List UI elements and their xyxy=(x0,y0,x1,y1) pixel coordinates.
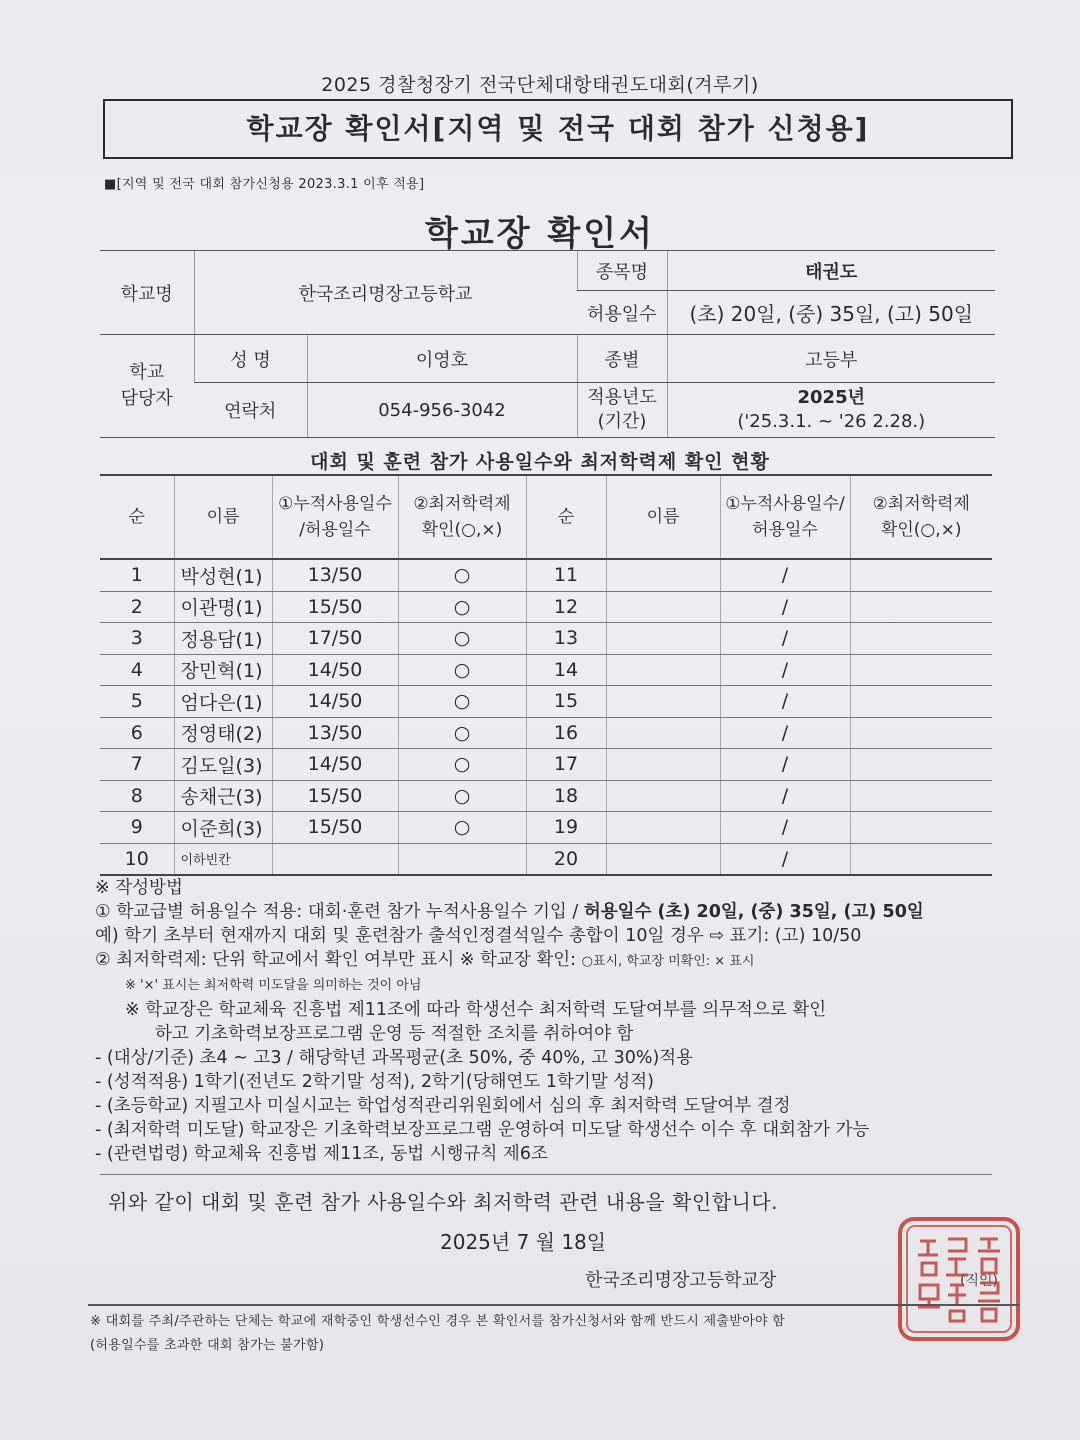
year-label: 적용년도 (기간) xyxy=(577,383,667,438)
table-row xyxy=(100,780,992,812)
separator xyxy=(100,1174,992,1175)
days-used: 15/50 xyxy=(272,780,398,812)
school-name: 한국조리명장고등학교 xyxy=(194,251,577,335)
instructions-heading: ※ 작성방법 xyxy=(95,878,183,898)
division: 고등부 xyxy=(667,335,995,383)
applies-note: ■[지역 및 전국 대회 참가신청용 2023.3.1 이후 적용] xyxy=(104,177,425,192)
col-header-days: ①누적사용일수 /허용일수 xyxy=(272,475,398,559)
row-no: 6 xyxy=(100,717,174,749)
col-header-name-2: 이름 xyxy=(606,475,720,559)
section-title: 대회 및 훈련 참가 사용일수와 최저학력제 확인 현황 xyxy=(310,451,770,473)
phone: 054-956-3042 xyxy=(307,383,577,438)
min-academic-check: ○ xyxy=(398,591,526,623)
row-no: 5 xyxy=(100,686,174,718)
student-name xyxy=(606,812,720,844)
row-no: 18 xyxy=(526,780,606,812)
year: 2025년 xyxy=(797,387,865,408)
min-academic-check xyxy=(850,591,992,623)
row-no: 8 xyxy=(100,780,174,812)
min-academic-check: ○ xyxy=(398,717,526,749)
student-name xyxy=(606,591,720,623)
seal-label: (직인) xyxy=(960,1273,998,1289)
min-academic-check: ○ xyxy=(398,623,526,655)
row-no: 9 xyxy=(100,812,174,844)
days-used: 15/50 xyxy=(272,591,398,623)
table-row xyxy=(100,623,992,655)
row-no: 15 xyxy=(526,686,606,718)
instruction-note-x: ※ '×' 표시는 최저학력 미도달을 의미하는 것이 아님 xyxy=(125,978,422,993)
row-no: 16 xyxy=(526,717,606,749)
student-name: 정영태(2) xyxy=(174,717,272,749)
student-name: 장민혁(1) xyxy=(174,654,272,686)
days-used: / xyxy=(720,717,850,749)
signed-date: 2025년 7 월 18일 xyxy=(440,1230,607,1254)
phone-label: 연락처 xyxy=(194,383,307,438)
table-row xyxy=(100,843,992,875)
days-used: / xyxy=(720,843,850,875)
instruction-1-bold: 허용일수 (초) 20일, (중) 35일, (고) 50일 xyxy=(583,902,924,922)
table-row xyxy=(100,686,992,718)
row-no: 2 xyxy=(100,591,174,623)
instruction-2-small: ○표시, 학교장 미확인: × 표시 xyxy=(581,954,755,969)
days-used: 13/50 xyxy=(272,559,398,591)
period: ('25.3.1. ~ '26 2.28.) xyxy=(737,411,926,432)
table-row xyxy=(100,812,992,844)
min-academic-check xyxy=(850,623,992,655)
student-name xyxy=(606,843,720,875)
row-no: 13 xyxy=(526,623,606,655)
contact-label: 학교 담당자 xyxy=(100,335,194,438)
min-academic-check xyxy=(850,686,992,718)
days-used: / xyxy=(720,591,850,623)
instruction-example: 예) 학기 초부터 현재까지 대회 및 훈련참가 출석인정결석일수 총합이 10일 경우 ⇨ 표기: (고) 10/50 xyxy=(95,926,862,946)
main-title: 학교장 확인서[지역 및 전국 대회 참가 신청용] xyxy=(246,112,870,145)
row-no: 3 xyxy=(100,623,174,655)
days-used: 15/50 xyxy=(272,812,398,844)
event-title: 2025 경찰청장기 전국단체대항태권도대회(겨루기) xyxy=(321,74,759,96)
student-name: 박성현(1) xyxy=(174,559,272,591)
confirm-statement: 위와 같이 대회 및 훈련 참가 사용일수와 최저학력 관련 내용을 확인합니다. xyxy=(108,1190,779,1214)
col-header-days-2: ①누적사용일수/ 허용일수 xyxy=(720,475,850,559)
days-used: 14/50 xyxy=(272,686,398,718)
col-header-check-2: ②최저학력제 확인(○,×) xyxy=(850,475,992,559)
student-name xyxy=(606,654,720,686)
footnote-separator xyxy=(88,1304,1020,1306)
school-name-label: 학교명 xyxy=(100,251,194,335)
sport: 태권도 xyxy=(667,251,995,291)
row-no: 10 xyxy=(100,843,174,875)
footnote-submission: ※ 대회를 주최/주관하는 단체는 학교에 재학중인 학생선수인 경우 본 확인서를 참가신청서와 함께 반드시 제출받아야 함 xyxy=(90,1314,786,1329)
principal-signature: 한국조리명장고등학교장 xyxy=(585,1270,777,1291)
days-used: / xyxy=(720,623,850,655)
min-academic-check: ○ xyxy=(398,654,526,686)
student-name xyxy=(606,686,720,718)
instruction-target: - (대상/기준) 초4 ~ 고3 / 해당학년 과목평균(초 50%, 중 40%, 고 30%)적용 xyxy=(95,1048,694,1068)
table-row xyxy=(100,749,992,781)
days-used: / xyxy=(720,559,850,591)
min-academic-check: ○ xyxy=(398,559,526,591)
days-used: / xyxy=(720,812,850,844)
main-title-box xyxy=(103,99,1013,159)
allowed-days-label: 허용일수 xyxy=(577,291,667,335)
days-used: 14/50 xyxy=(272,749,398,781)
min-academic-check xyxy=(850,843,992,875)
min-academic-check: ○ xyxy=(398,780,526,812)
student-name: 김도일(3) xyxy=(174,749,272,781)
row-no: 12 xyxy=(526,591,606,623)
min-academic-check: ○ xyxy=(398,749,526,781)
days-used: / xyxy=(720,654,850,686)
row-no: 14 xyxy=(526,654,606,686)
student-name xyxy=(606,559,720,591)
student-name xyxy=(606,717,720,749)
year-cell xyxy=(667,383,995,438)
min-academic-check: ○ xyxy=(398,812,526,844)
min-academic-check xyxy=(850,812,992,844)
division-label: 종별 xyxy=(577,335,667,383)
student-name xyxy=(606,623,720,655)
table-row xyxy=(100,559,992,591)
instruction-grades: - (성적적용) 1학기(전년도 2학기말 성적), 2학기(당해연도 1학기말 성적) xyxy=(95,1072,654,1092)
min-academic-check: ○ xyxy=(398,686,526,718)
sport-label: 종목명 xyxy=(577,251,667,291)
instruction-law: - (관련법령) 학교체육 진흥법 제11조, 동법 시행규칙 제6조 xyxy=(95,1144,548,1164)
instruction-2-text: ② 최저학력제: 단위 학교에서 확인 여부만 표시 ※ 학교장 확인: xyxy=(95,950,582,970)
student-name: 정용담(1) xyxy=(174,623,272,655)
row-no: 17 xyxy=(526,749,606,781)
student-name: 이하빈칸 xyxy=(174,843,272,875)
usage-table xyxy=(100,474,992,876)
allowed-days: (초) 20일, (중) 35일, (고) 50일 xyxy=(667,291,995,335)
student-name: 이관명(1) xyxy=(174,591,272,623)
row-no: 1 xyxy=(100,559,174,591)
row-no: 11 xyxy=(526,559,606,591)
min-academic-check xyxy=(850,780,992,812)
days-used: / xyxy=(720,749,850,781)
instruction-1 xyxy=(95,900,995,924)
form-title: 학교장 확인서 xyxy=(425,214,655,254)
days-used: / xyxy=(720,780,850,812)
col-header-check: ②최저학력제 확인(○,×) xyxy=(398,475,526,559)
row-no: 4 xyxy=(100,654,174,686)
instruction-elementary: - (초등학교) 지필고사 미실시교는 학업성적관리위원회에서 심의 후 최저학력 도달여부 결정 xyxy=(95,1096,791,1116)
instruction-note-law-2: 하고 기초학력보장프로그램 운영 등 적절한 조치를 취하여야 함 xyxy=(155,1024,634,1044)
instructions xyxy=(95,876,995,1166)
footnote-limit: (허용일수를 초과한 대회 참가는 불가함) xyxy=(90,1338,325,1353)
min-academic-check xyxy=(850,559,992,591)
instruction-not-reached: - (최저학력 미도달) 학교장은 기초학력보장프로그램 운영하여 미도달 학생선수 이수 후 대회참가 가능 xyxy=(95,1120,870,1140)
school-seal-stamp xyxy=(896,1215,1022,1343)
instruction-note-law: ※ 학교장은 학교체육 진흥법 제11조에 따라 학생선수 최저학력 도달여부를 의무적으로 확인 xyxy=(125,1000,827,1020)
min-academic-check xyxy=(398,843,526,875)
row-no: 20 xyxy=(526,843,606,875)
days-used: 13/50 xyxy=(272,717,398,749)
info-table xyxy=(100,250,995,438)
student-name: 송채근(3) xyxy=(174,780,272,812)
instruction-2 xyxy=(95,948,995,974)
days-used: 17/50 xyxy=(272,623,398,655)
col-header-no: 순 xyxy=(100,475,174,559)
row-no: 7 xyxy=(100,749,174,781)
col-header-no-2: 순 xyxy=(526,475,606,559)
days-used: / xyxy=(720,686,850,718)
col-header-name: 이름 xyxy=(174,475,272,559)
min-academic-check xyxy=(850,654,992,686)
person-name-label: 성 명 xyxy=(194,335,307,383)
student-name xyxy=(606,780,720,812)
days-used xyxy=(272,843,398,875)
table-row xyxy=(100,591,992,623)
student-name: 이준희(3) xyxy=(174,812,272,844)
student-name xyxy=(606,749,720,781)
min-academic-check xyxy=(850,717,992,749)
table-row xyxy=(100,717,992,749)
person-name: 이영호 xyxy=(307,335,577,383)
min-academic-check xyxy=(850,749,992,781)
student-name: 엄다은(1) xyxy=(174,686,272,718)
row-no: 19 xyxy=(526,812,606,844)
days-used: 14/50 xyxy=(272,654,398,686)
instruction-1-text: ① 학교급별 허용일수 적용: 대회·훈련 참가 누적사용일수 기입 / xyxy=(95,902,584,922)
table-row xyxy=(100,654,992,686)
